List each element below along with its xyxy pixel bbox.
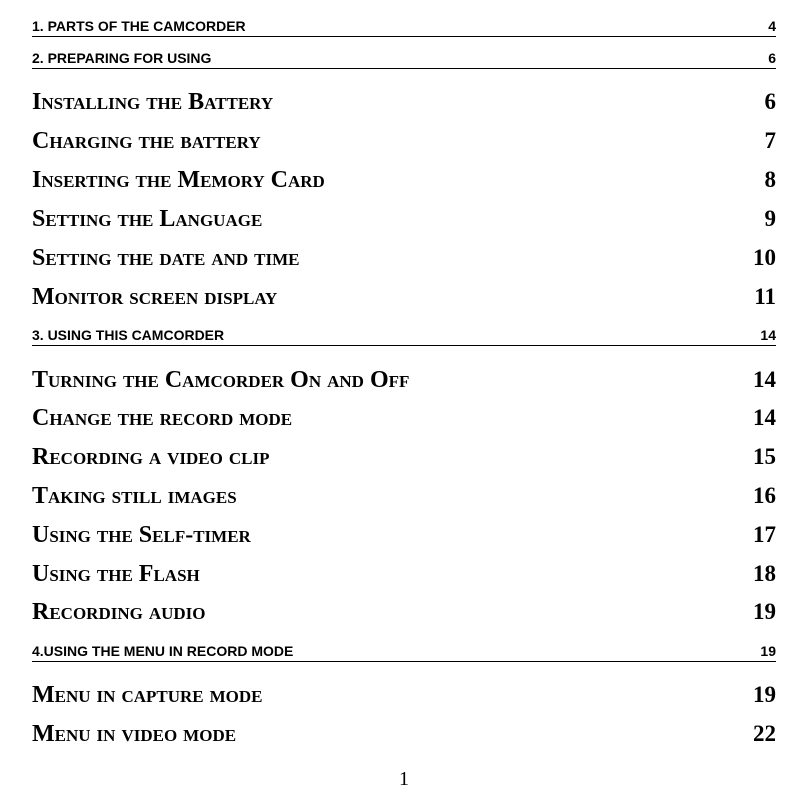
toc-entry[interactable] — [32, 598, 776, 626]
toc-title: Change the record mode — [32, 405, 293, 431]
toc-title: Menu in capture mode — [32, 682, 263, 708]
toc-page-number: 18 — [753, 561, 776, 586]
toc-entry[interactable] — [32, 521, 776, 549]
toc-page-number: 14 — [753, 405, 776, 430]
toc-entry[interactable] — [32, 404, 776, 432]
toc-page-number: 14 — [760, 327, 776, 343]
toc-entry[interactable] — [32, 127, 776, 155]
toc-entry[interactable] — [32, 88, 776, 116]
toc-page-number: 19 — [760, 643, 776, 659]
toc-page-number: 17 — [753, 522, 776, 547]
toc-entry[interactable] — [32, 205, 776, 233]
toc-title: Charging the battery — [32, 128, 261, 154]
toc-title: 3. USING THIS CAMCORDER — [32, 327, 225, 343]
toc-page-number: 6 — [768, 50, 776, 66]
toc-section-heading[interactable] — [32, 50, 776, 69]
toc-title: Recording a video clip — [32, 444, 270, 470]
toc-title: 4.USING THE MENU IN RECORD MODE — [32, 643, 294, 659]
toc-entry[interactable] — [32, 482, 776, 510]
toc-title: Taking still images — [32, 483, 237, 509]
toc-entry[interactable] — [32, 560, 776, 588]
page-number-footer: 1 — [399, 768, 409, 790]
toc-page-number: 19 — [753, 599, 776, 624]
toc-entry[interactable] — [32, 720, 776, 748]
toc-entry[interactable] — [32, 283, 776, 311]
toc-entry[interactable] — [32, 166, 776, 194]
toc-page-number: 10 — [753, 245, 776, 270]
toc-title: Monitor screen display — [32, 284, 278, 310]
toc-title: Installing the Battery — [32, 89, 274, 115]
toc-page-number: 14 — [753, 367, 776, 392]
toc-page-number: 19 — [753, 682, 776, 707]
toc-page-number: 4 — [768, 18, 776, 34]
toc-page-number: 15 — [753, 444, 776, 469]
toc-page-number: 9 — [764, 206, 776, 231]
toc-title: Turning the Camcorder On and Off — [32, 367, 410, 393]
toc-section-heading[interactable] — [32, 327, 776, 346]
toc-title: Using the Self-timer — [32, 522, 251, 548]
toc-section-heading[interactable] — [32, 643, 776, 662]
toc-entry[interactable] — [32, 443, 776, 471]
toc-title: Setting the Language — [32, 206, 263, 232]
toc-page-number: 7 — [764, 128, 776, 153]
toc-entry[interactable] — [32, 681, 776, 709]
toc-page-number: 16 — [753, 483, 776, 508]
toc-title: Menu in video mode — [32, 721, 237, 747]
toc-title: Using the Flash — [32, 561, 200, 587]
toc-page-number: 6 — [764, 89, 776, 114]
toc-title: Recording audio — [32, 599, 206, 625]
toc-title: 2. PREPARING FOR USING — [32, 50, 212, 66]
toc-page-number: 8 — [764, 167, 776, 192]
toc-title: Setting the date and time — [32, 245, 300, 271]
toc-entry[interactable] — [32, 366, 776, 394]
toc-entry[interactable] — [32, 244, 776, 272]
toc-page-number: 22 — [753, 721, 776, 746]
toc-page-number: 11 — [754, 284, 776, 309]
toc-title: 1. PARTS OF THE CAMCORDER — [32, 18, 246, 34]
toc-title: Inserting the Memory Card — [32, 167, 325, 193]
toc-section-heading[interactable] — [32, 18, 776, 37]
